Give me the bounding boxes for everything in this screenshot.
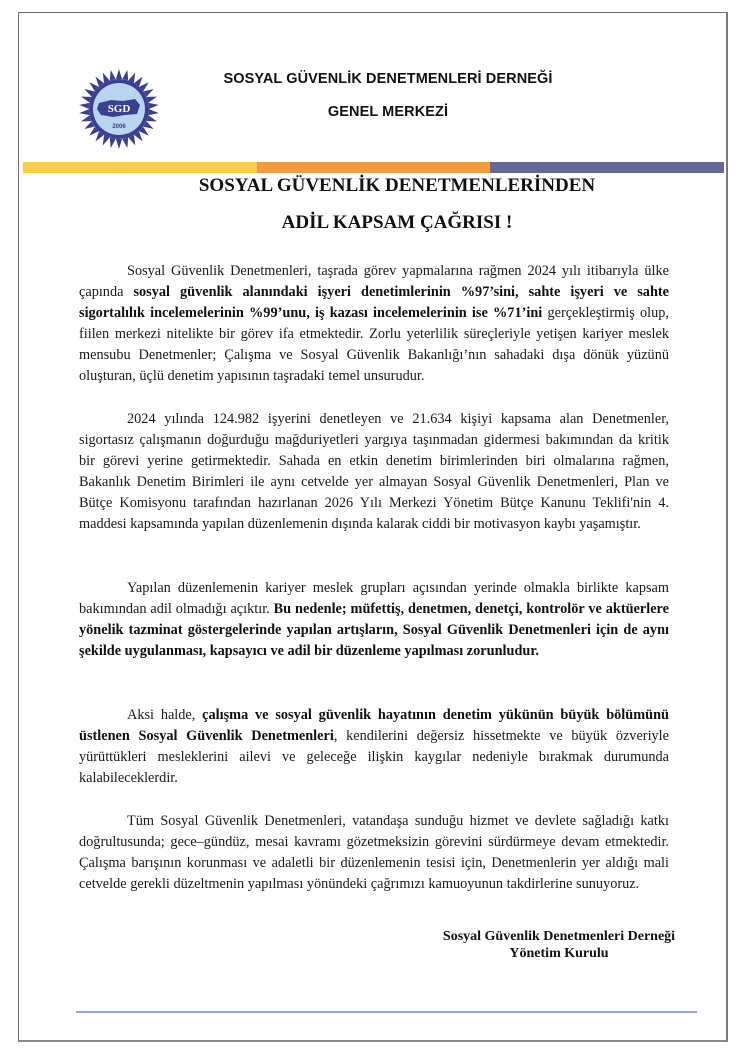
- document-title-line1: SOSYAL GÜVENLİK DENETMENLERİNDEN: [198, 175, 596, 196]
- logo-initials: SGD: [107, 103, 131, 115]
- paragraph-text: Sosyal Güvenlik Denetmenleri, taşrada görev yapmalarına rağmen 2024 yılı itibarıyla ülke çapında: [79, 263, 669, 301]
- paragraph-text: Tüm Sosyal Güvenlik Denetmenleri, vatandaşa sunduğu hizmet ve devlete sağladığı katkı doğrultusunda; gece–gündüz, mesai kavramı gözetmeksizin görevini sürdürmeye devam etmektedir. Çalışma barışının korunması ve adaletli bir düzenlemenin tesisi için, Denetmenlerin yer aldığı mali cetvelde gerekli düzeltmenin yapılması yönündeki çağrımızı kamuoyunun takdirlerine sunuyoruz.: [79, 813, 669, 893]
- emphasized-text: çalışma ve sosyal güvenlik hayatının denetim yükünün büyük bölümünü üstlenen Sosyal Güvenlik Denetmenleri: [79, 707, 669, 745]
- document-title-line2: ADİL KAPSAM ÇAĞRISI !: [281, 212, 513, 233]
- header-color-bar: [23, 162, 724, 173]
- color-bar-segment-purple: [490, 162, 724, 173]
- org-subtitle: GENEL MERKEZİ: [327, 104, 449, 120]
- paragraph-text: Yapılan düzenlemenin kariyer meslek grupları açısından yerinde olmakla birlikte kapsam bakımından adil olmadığı açıktır.: [79, 580, 669, 618]
- emphasized-text: Bu nedenle; müfettiş, denetmen, denetçi, kontrolör ve aktüerlere yönelik tazminat göstergelerinde yapılan artışların, Sosyal Güvenlik Denetmenleri için de aynı şekilde uygulanması, kapsayıcı ve adil bir düzenleme yapılması zorunludur.: [79, 601, 669, 660]
- color-bar-segment-yellow: [23, 162, 257, 173]
- body-paragraph-3: [79, 578, 669, 662]
- body-paragraph-4: [79, 705, 669, 789]
- paragraph-text: , kendilerini değersiz hissetmekte ve büyük özveriyle yürüttükleri mesleklerini ailevi ve geleceğe ilişkin kaygılar nedeniyle bırakmak durumunda kalabileceklerdir.: [79, 728, 670, 787]
- paragraph-text: 2024 yılında 124.982 işyerini denetleyen ve 21.634 kişiyi kapsama alan Denetmenler, sigortasız çalışmanın doğurduğu mağduriyetleri yargıya taşınmadan gidermesi bakımından da kritik bir görevi yerine getirmektedir. Sahada en etkin denetim birimlerinden biri olmalarına rağmen, Bakanlık Denetim Birimleri ile aynı cetvelde yer almayan Sosyal Güvenlik Denetmenleri, Plan ve Bütçe Komisyonu tarafından hazırlanan 2026 Yılı Merkezi Yönetim Bütçe Kanunu Teklifi'nin 4. maddesi kapsamında yapılan düzenlemenin dışında kalarak ciddi bir motivasyon kaybı yaşamıştır.: [79, 411, 669, 533]
- paragraph-text: Aksi halde,: [127, 707, 203, 723]
- sgd-association-seal-icon: [78, 68, 160, 150]
- emphasized-text: sosyal güvenlik alanındaki işyeri denetimlerinin %97’sini, sahte işyeri ve sahte sigortalılık incelemelerinin %99’unu, iş kazası incelemelerinin ise %71’ini: [79, 284, 670, 322]
- body-paragraph-2: [79, 409, 669, 536]
- signature-board: Yönetim Kurulu: [509, 946, 609, 961]
- paragraph-text: gerçekleştirmiş olup, fiilen merkezi nitelikte bir görev ifa etmektedir. Zorlu yeterlilik süreçleriyle yetişen kariyer meslek mensubu Denetmenler; Çalışma ve Sosyal Güvenlik Bakanlığı’nın sahadaki dışa dönük yüzünü oluşturan, üçlü denetim yapısının taşradaki temel unsurudur.: [79, 305, 669, 385]
- footer-divider: [76, 1011, 697, 1013]
- body-paragraph-5: [79, 811, 669, 895]
- signature-org: Sosyal Güvenlik Denetmenleri Derneği: [442, 929, 676, 944]
- org-name: SOSYAL GÜVENLİK DENETMENLERİ DERNEĞİ: [223, 71, 553, 87]
- body-paragraph-1: [79, 261, 669, 388]
- color-bar-segment-orange: [257, 162, 490, 173]
- logo-year: 2006: [112, 124, 126, 130]
